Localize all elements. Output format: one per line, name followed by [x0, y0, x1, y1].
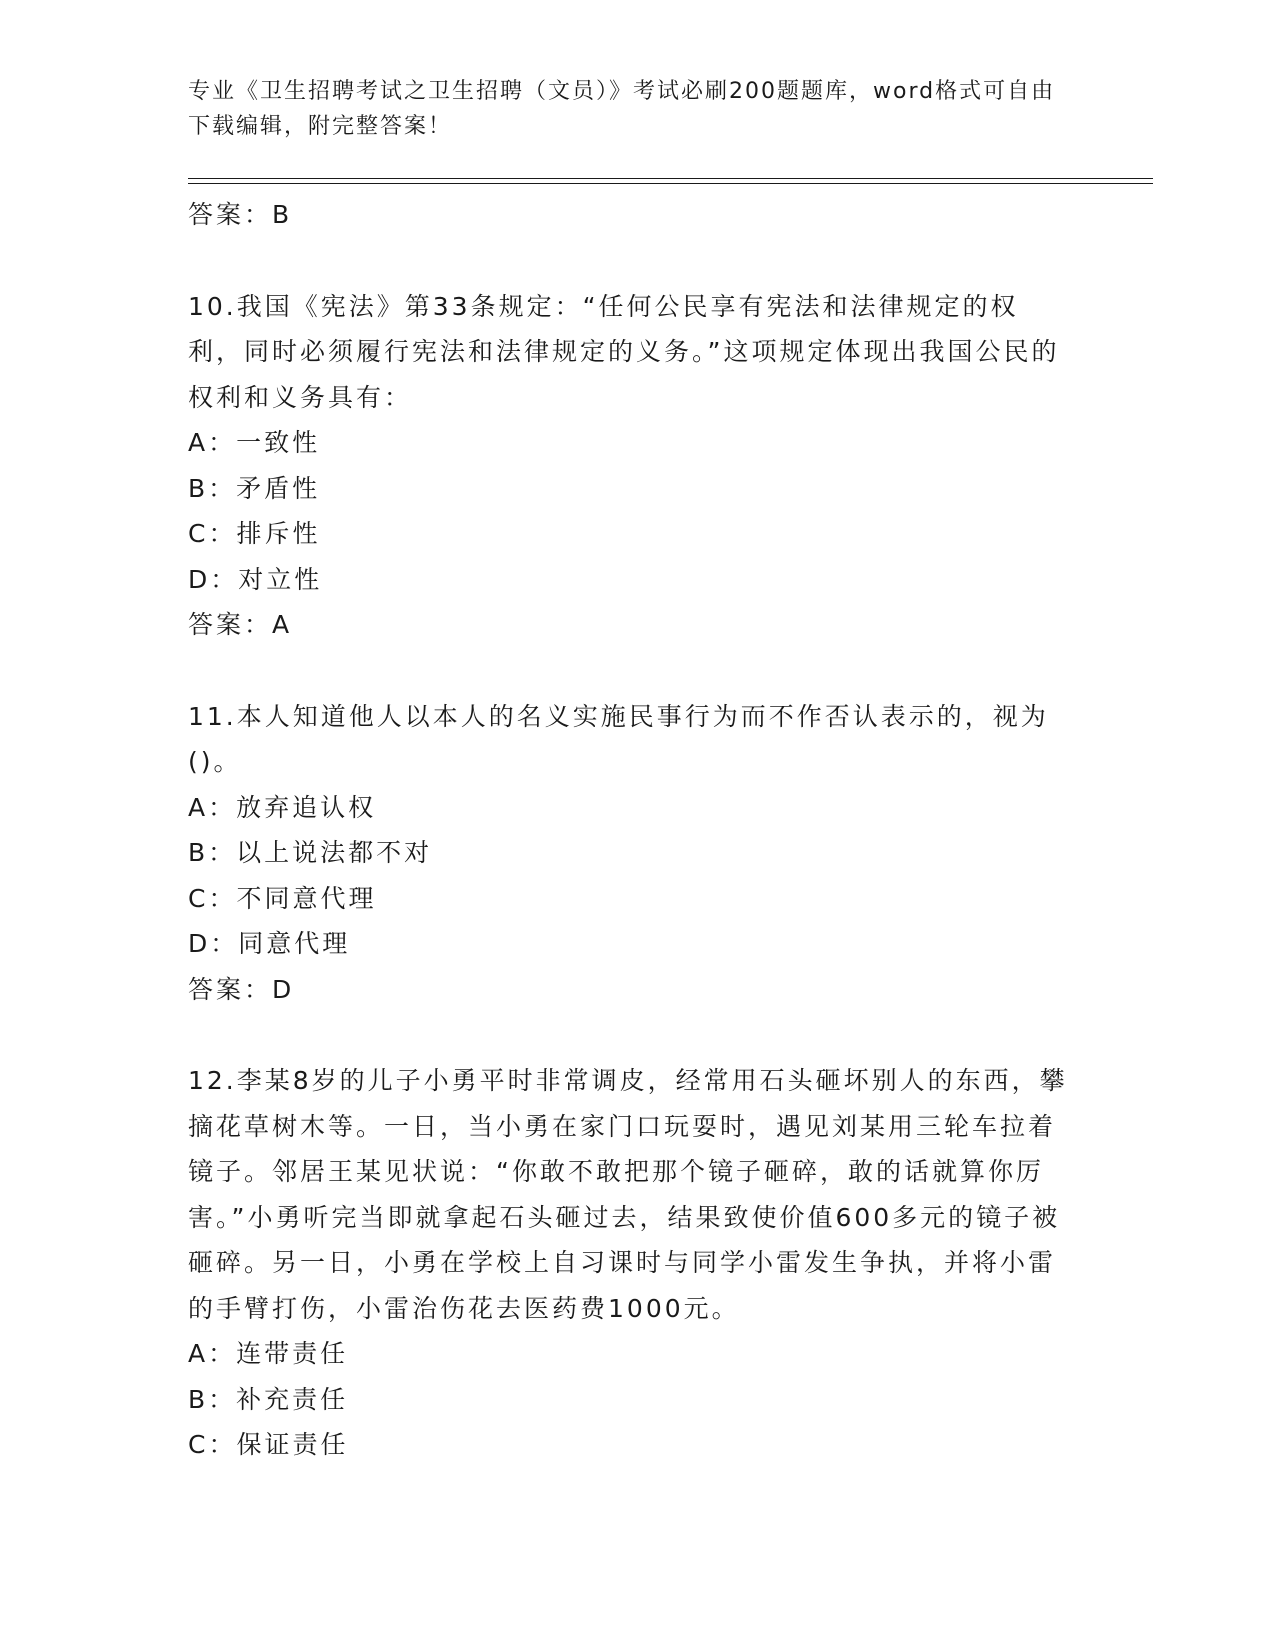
- option-b: B：补充责任: [188, 1384, 349, 1414]
- spacer: [188, 238, 1068, 284]
- answer-q11: 答案：D: [188, 974, 295, 1004]
- header-rule-bottom: [188, 183, 1153, 184]
- header-rule-top: [188, 178, 1153, 179]
- option-b: B：矛盾性: [188, 473, 321, 503]
- question-12: [188, 1058, 1068, 1468]
- option-c: C：保证责任: [188, 1430, 349, 1459]
- question-10: [188, 284, 1068, 648]
- spacer: [188, 1012, 1068, 1058]
- answer-q10: 答案：A: [188, 610, 293, 639]
- question-11: [188, 694, 1068, 1013]
- document-body: [188, 192, 1068, 1468]
- option-d: D：对立性: [188, 564, 323, 594]
- option-b: B：以上说法都不对: [188, 838, 433, 867]
- spacer: [188, 648, 1068, 694]
- question-text: 11.本人知道他人以本人的名义实施民事行为而不作否认表示的，视为()。: [188, 701, 1049, 776]
- question-text: 12.李某8岁的儿子小勇平时非常调皮，经常用石头砸坏别人的东西，攀摘花草树木等。一日，当小勇在家门口玩耍时，遇见刘某用三轮车拉着镜子。邻居王某见状说：“你敢不敢把那个镜子砸碎，敢的话就算你厉害。”小勇听完当即就拿起石头砸过去，结果致使价值600多元的镜子被砸碎。另一日，小勇在学校上自习课时与同学小雷发生争执，并将小雷的手臂打伤，小雷治伤花去医药费1000元。: [188, 1066, 1068, 1323]
- document-header: 专业《卫生招聘考试之卫生招聘（文员）》考试必刷200题题库，word格式可自由下载编辑，附完整答案！: [188, 79, 1056, 139]
- option-a: A：连带责任: [188, 1339, 349, 1368]
- option-a: A：放弃追认权: [188, 792, 377, 822]
- option-a: A：一致性: [188, 428, 321, 457]
- option-c: C：不同意代理: [188, 883, 377, 913]
- option-c: C：排斥性: [188, 519, 321, 548]
- option-d: D：同意代理: [188, 929, 351, 958]
- answer-q9: 答案：B: [188, 200, 293, 229]
- question-text: 10.我国《宪法》第33条规定：“任何公民享有宪法和法律规定的权利，同时必须履行宪法和法律规定的义务。”这项规定体现出我国公民的权利和义务具有：: [188, 291, 1060, 412]
